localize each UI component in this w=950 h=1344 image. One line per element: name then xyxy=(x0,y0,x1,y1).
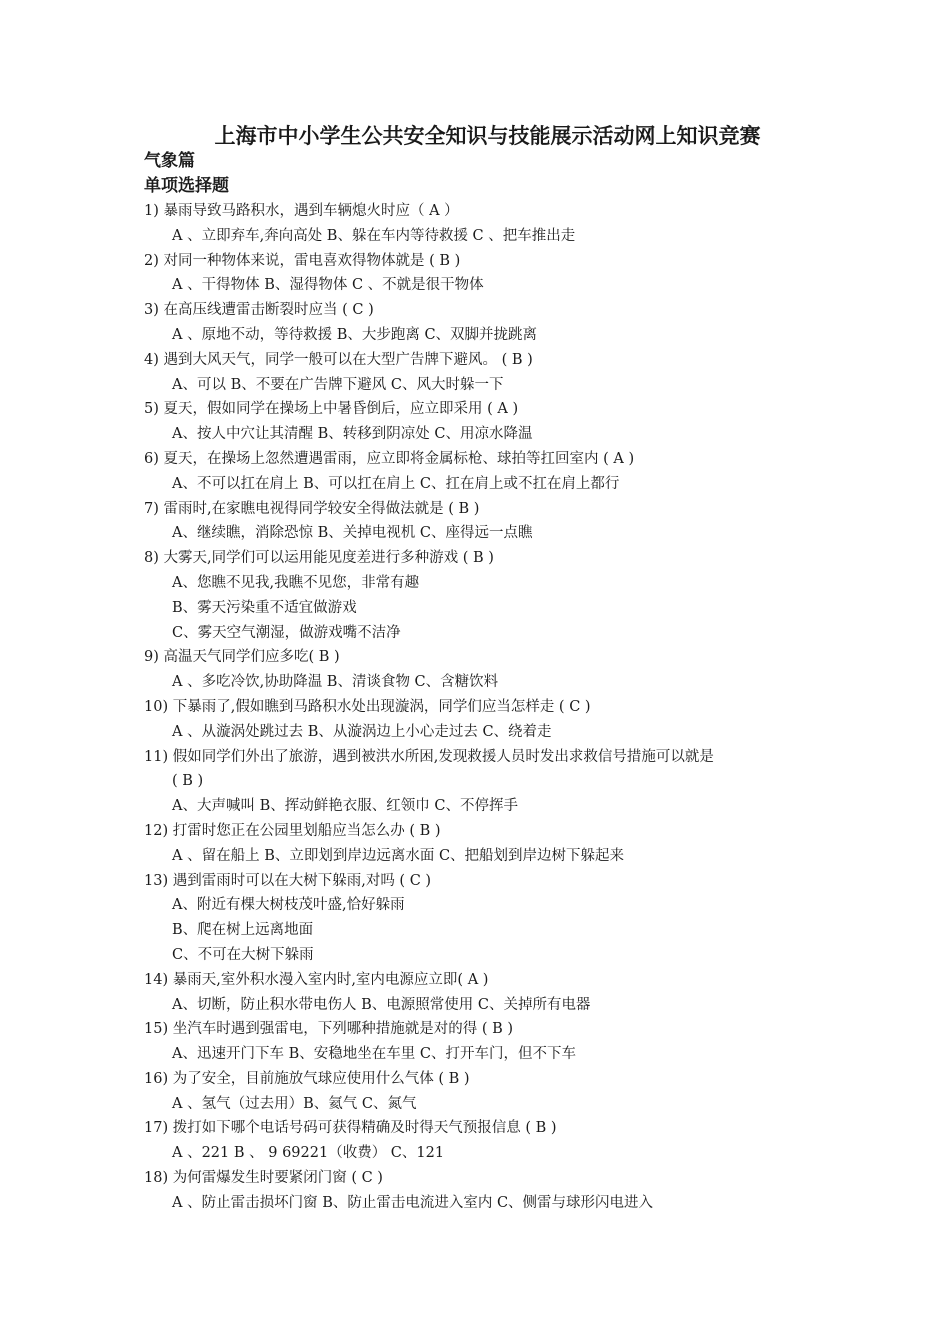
subsection-heading: 单项选择题 xyxy=(144,176,229,196)
answer-options: A、迅速开门下车 B、安稳地坐在车里 C、打开车门，但不下车 xyxy=(172,1046,576,1063)
question-text: 16) 为了安全，目前施放气球应使用什么气体 ( B ) xyxy=(144,1070,470,1087)
answer-options: A、附近有棵大树枝茂叶盛,恰好躲雨 xyxy=(172,897,405,914)
answer-options: A 、221 B 、 9 69221（收费） C、121 xyxy=(172,1145,445,1162)
answer-options: A 、防止雷击损坏门窗 B、防止雷击电流进入室内 C、侧雷与球形闪电进入 xyxy=(172,1194,654,1211)
answer-options: A、继续瞧，消除恐惊 B、关掉电视机 C、座得远一点瞧 xyxy=(172,525,533,542)
answer-options: A 、立即弃车,奔向高处 B、躲在车内等待救援 C 、把车推出走 xyxy=(172,227,576,244)
answer-options: A、切断，防止积水带电伤人 B、电源照常使用 C、关掉所有电器 xyxy=(172,996,591,1013)
answer-options: C、不可在大树下躲雨 xyxy=(172,946,314,963)
answer-options: B、爬在树上远离地面 xyxy=(172,922,314,939)
question-text: 2) 对同一种物体来说，雷电喜欢得物体就是 ( B ) xyxy=(144,252,461,269)
answer-options: A、按人中穴让其清醒 B、转移到阴凉处 C、用凉水降温 xyxy=(172,426,533,443)
answer-options: A、可以 B、不要在广告牌下避风 C、风大时躲一下 xyxy=(172,376,504,393)
section-heading: 气象篇 xyxy=(144,151,195,171)
question-text: 14) 暴雨天,室外积水漫入室内时,室内电源应立即( A ) xyxy=(144,971,489,988)
question-text: 18) 为何雷爆发生时要紧闭门窗 ( C ) xyxy=(144,1170,383,1187)
question-text: 9) 高温天气同学们应多吃( B ) xyxy=(144,649,340,666)
question-text: 8) 大雾天,同学们可以运用能见度差进行多种游戏 ( B ) xyxy=(144,550,494,567)
answer-options: A 、原地不动，等待救援 B、大步跑离 C、双脚并拢跳离 xyxy=(172,326,538,343)
answer-options: A 、从漩涡处跳过去 B、从漩涡边上小心走过去 C、绕着走 xyxy=(172,723,552,740)
question-text: 1) 暴雨导致马路积水，遇到车辆熄火时应（ A ） xyxy=(144,203,459,219)
question-text: 12) 打雷时您正在公园里划船应当怎么办 ( B ) xyxy=(144,822,441,839)
question-text: 17) 拨打如下哪个电话号码可获得精确及时得天气预报信息 ( B ) xyxy=(144,1120,557,1137)
answer-options: A、不可以扛在肩上 B、可以扛在肩上 C、扛在肩上或不扛在肩上都行 xyxy=(172,475,620,492)
question-text: 11) 假如同学们外出了旅游，遇到被洪水所困,发现救援人员时发出求救信号措施可以就是 xyxy=(144,748,714,765)
question-text: 3) 在高压线遭雷击断裂时应当 ( C ) xyxy=(144,302,374,319)
question-continuation: ( B ) xyxy=(172,773,204,790)
answer-options: A 、干得物体 B、湿得物体 C 、不就是很干物体 xyxy=(172,277,484,294)
question-text: 13) 遇到雷雨时可以在大树下躲雨,对吗 ( C ) xyxy=(144,872,432,889)
answer-options: A、您瞧不见我,我瞧不见您，非常有趣 xyxy=(172,574,420,591)
answer-options: A、大声喊叫 B、挥动鲜艳衣服、红领巾 C、不停挥手 xyxy=(172,798,518,815)
question-text: 5) 夏天，假如同学在操场上中暑昏倒后，应立即采用 ( A ) xyxy=(144,401,519,418)
answer-options: A 、多吃冷饮,协助降温 B、清谈食物 C、含糖饮料 xyxy=(172,674,499,691)
question-text: 7) 雷雨时,在家瞧电视得同学较安全得做法就是 ( B ) xyxy=(144,500,480,517)
question-list xyxy=(144,199,834,1216)
question-text: 15) 坐汽车时遇到强雷电，下列哪种措施就是对的得 ( B ) xyxy=(144,1021,514,1038)
question-text: 4) 遇到大风天气，同学一般可以在大型广告牌下避风。 ( B ) xyxy=(144,351,533,368)
answer-options: B、雾天污染重不适宜做游戏 xyxy=(172,599,357,616)
question-text: 6) 夏天，在操场上忽然遭遇雷雨，应立即将金属标枪、球拍等扛回室内 ( A ) xyxy=(144,450,635,467)
answer-options: A 、氢气（过去用）B、氦气 C、氮气 xyxy=(172,1095,417,1112)
answer-options: C、雾天空气潮湿，做游戏嘴不洁净 xyxy=(172,624,401,641)
question-text: 10) 下暴雨了,假如瞧到马路积水处出现漩涡，同学们应当怎样走 ( C ) xyxy=(144,698,591,715)
answer-options: A 、留在船上 B、立即划到岸边远离水面 C、把船划到岸边树下躲起来 xyxy=(172,847,625,864)
page-title: 上海市中小学生公共安全知识与技能展示活动网上知识竞赛 xyxy=(214,124,761,148)
